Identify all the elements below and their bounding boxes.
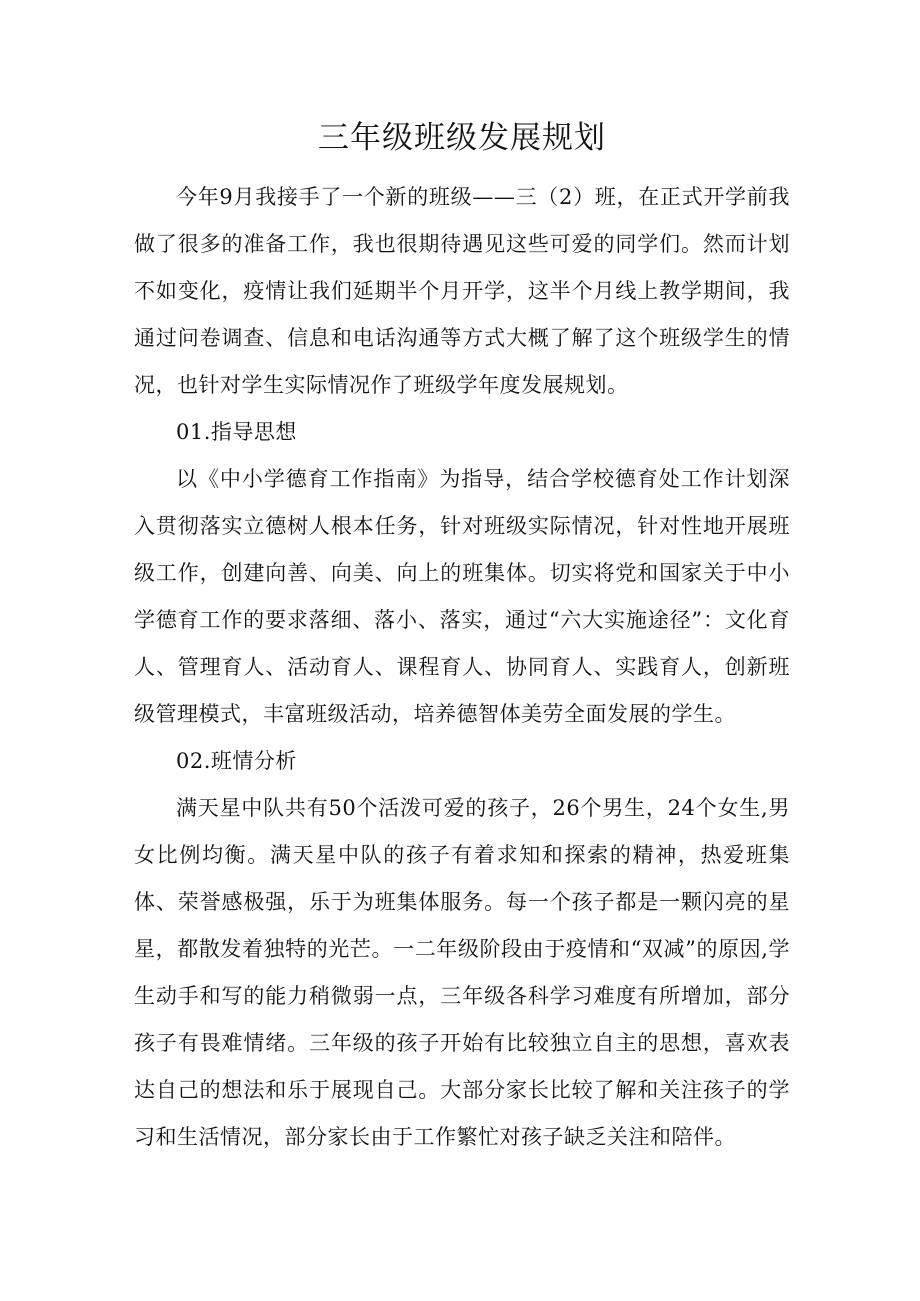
document-title: 三年级班级发展规划 bbox=[318, 120, 606, 156]
intro-paragraph: 今年9月我接手了一个新的班级——三（2）班，在正式开学前我做了很多的准备工作，我也很期待遇见这些可爱的同学们。然而计划不如变化，疫情让我们延期半个月开学，这半个月线上教学期间，我通过问卷调查、信息和电话沟通等方式大概了解了这个班级学生的情况，也针对学生实际情况作了班级学年度发展规划。 bbox=[134, 185, 790, 397]
section-heading-class-analysis: 02.班情分析 bbox=[176, 749, 297, 773]
section-heading-guiding-ideology: 01.指导思想 bbox=[176, 420, 297, 444]
section-body-class-analysis: 满天星中队共有50个活泼可爱的孩子，26个男生，24个女生,男女比例均衡。满天星中队的孩子有着求知和探索的精神，热爱班集体、荣誉感极强，乐于为班集体服务。每一个孩子都是一颗闪亮的星星，都散发着独特的光芒。一二年级阶段由于疫情和“双减”的原因,学生动手和写的能力稍微弱一点，三年级各科学习难度有所增加，部分孩子有畏难情绪。三年级的孩子开始有比较独立自主的思想，喜欢表达自己的想法和乐于展现自己。大部分家长比较了解和关注孩子的学习和生活情况，部分家长由于工作繁忙对孩子缺乏关注和陪伴。 bbox=[134, 796, 790, 1149]
section-body-guiding-ideology: 以《中小学德育工作指南》为指导，结合学校德育处工作计划深入贯彻落实立德树人根本任务，针对班级实际情况，针对性地开展班级工作，创建向善、向美、向上的班集体。切实将党和国家关于中小学德育工作的要求落细、落小、落实，通过“六大实施途径”：文化育人、管理育人、活动育人、课程育人、协同育人、实践育人，创新班级管理模式，丰富班级活动，培养德智体美劳全面发展的学生。 bbox=[134, 467, 790, 726]
